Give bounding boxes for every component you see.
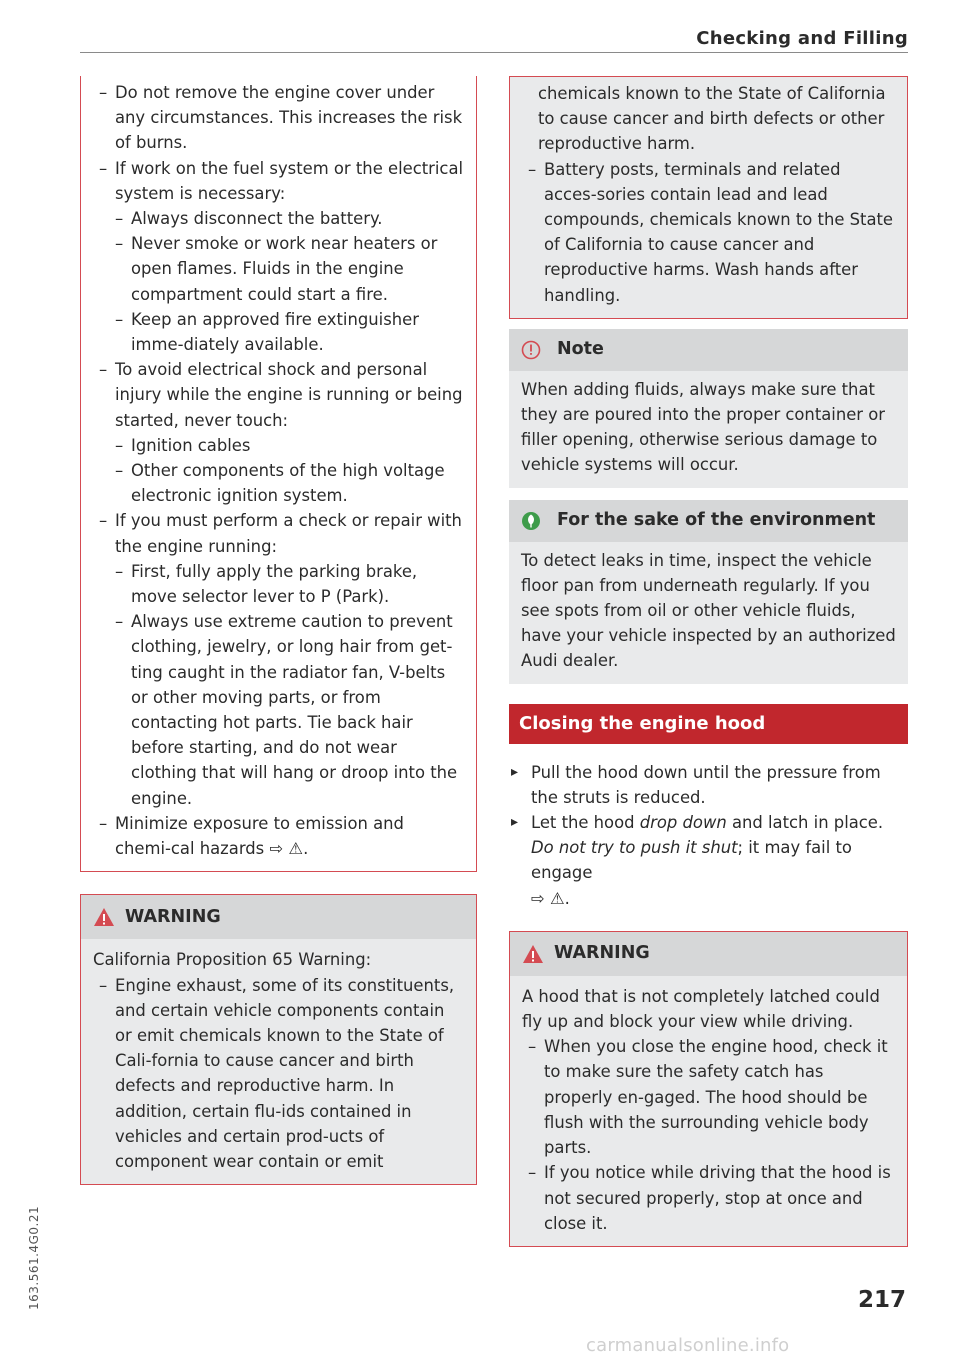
warning-triangle-icon bbox=[93, 907, 115, 927]
list-item bbox=[93, 811, 464, 861]
procedure-step: ▸ Pull the hood down until the pressure from the struts is reduced. bbox=[509, 760, 908, 810]
info-exclamation-icon bbox=[521, 340, 541, 360]
environment-text: To detect leaks in time, inspect the vehicle floor pan from underneath regularly. If you see spots from oil or other vehicle fluids, have your vehicle inspected by an authorized Audi dealer. bbox=[521, 550, 896, 671]
list-item-text: Minimize exposure to emission and chemi-cal hazards bbox=[115, 813, 404, 859]
warning-title: WARNING bbox=[554, 943, 650, 964]
warning-reference-link[interactable]: ⇨ ⚠. bbox=[269, 839, 309, 859]
list-item: – Always disconnect the battery. bbox=[93, 206, 464, 231]
procedure-steps bbox=[509, 760, 908, 911]
list-item: – When you close the engine hood, check it to make sure the safety catch has properly en-gaged. The hood should be flush with the surrounding vehicle body parts. bbox=[522, 1034, 895, 1160]
list-item: – Battery posts, terminals and related acces-sories contain lead and lead compounds, chemicals known to the State of California to cause cancer and reproductive harms. Wash hands after handling. bbox=[522, 157, 895, 308]
list-item: – If you notice while driving that the hood is not secured properly, stop at once and close it. bbox=[522, 1160, 895, 1236]
warning-triangle-icon bbox=[522, 944, 544, 964]
environment-header bbox=[509, 500, 908, 542]
list-item: – Engine exhaust, some of its constituents, and certain vehicle components contain or emit chemicals known to the State of Cali-fornia to cause cancer and birth defects and reproductive harm. In addition, certain flu-ids contained in vehicles and certain prod-ucts of component wear contain or emit bbox=[93, 973, 464, 1175]
warning-title: WARNING bbox=[125, 906, 221, 927]
left-column bbox=[80, 76, 477, 1185]
list-item: – Never smoke or work near heaters or open flames. Fluids in the engine compartment could start a fire. bbox=[93, 231, 464, 307]
document-code: 163.561.4G0.21 bbox=[27, 1205, 41, 1310]
procedure-step bbox=[509, 810, 908, 911]
step-text: and latch in place. bbox=[726, 813, 884, 833]
warning-continuation-box bbox=[80, 76, 477, 872]
warning-body bbox=[81, 939, 476, 1184]
warning-header bbox=[510, 932, 907, 976]
list-item: – If you must perform a check or repair with the engine running: bbox=[93, 508, 464, 558]
header-title: Checking and Filling bbox=[696, 28, 908, 49]
warning-intro: A hood that is not completely latched could fly up and block your view while driving. bbox=[522, 986, 880, 1032]
step-emphasis: Do not try to push it shut bbox=[531, 838, 738, 858]
environment-leaf-icon bbox=[521, 511, 541, 531]
warning-box-prop65 bbox=[80, 894, 477, 1185]
note-title: Note bbox=[557, 339, 604, 360]
step-text: Let the hood bbox=[531, 813, 640, 833]
note-header bbox=[509, 329, 908, 371]
step-emphasis: drop down bbox=[639, 813, 727, 833]
warning-body bbox=[510, 976, 907, 1246]
list-item: – Do not remove the engine cover under any circumstances. This increases the risk of burns. bbox=[93, 80, 464, 156]
note-body bbox=[509, 371, 908, 488]
environment-body bbox=[509, 542, 908, 684]
list-item: – If work on the fuel system or the electrical system is necessary: bbox=[93, 156, 464, 206]
warning-continuation-box bbox=[509, 76, 908, 319]
warning-box-hood bbox=[509, 931, 908, 1247]
warning-intro: California Proposition 65 Warning: bbox=[93, 950, 372, 970]
right-column bbox=[509, 76, 908, 1247]
list-item: – Keep an approved fire extinguisher imme-diately available. bbox=[93, 307, 464, 357]
step-text: ; it may fail to engage bbox=[531, 838, 852, 883]
warning-continued-text: chemicals known to the State of California to cause cancer and birth defects or other reproductive harm. bbox=[538, 84, 886, 154]
list-item: – First, fully apply the parking brake, move selector lever to P (Park). bbox=[93, 559, 464, 609]
page-header bbox=[80, 22, 908, 53]
environment-title: For the sake of the environment bbox=[557, 510, 876, 531]
warning-reference-link[interactable]: ⇨ ⚠. bbox=[531, 888, 570, 908]
precaution-list bbox=[93, 80, 464, 861]
page-number: 217 bbox=[858, 1287, 907, 1313]
environment-box bbox=[509, 500, 908, 684]
list-item: – Ignition cables bbox=[93, 433, 464, 458]
note-box bbox=[509, 329, 908, 488]
list-item: – To avoid electrical shock and personal injury while the engine is running or being started, never touch: bbox=[93, 357, 464, 433]
note-text: When adding fluids, always make sure that they are poured into the proper container or filler opening, otherwise serious damage to vehicle systems will occur. bbox=[521, 379, 886, 475]
warning-header bbox=[81, 895, 476, 939]
section-heading bbox=[509, 704, 908, 744]
list-item: – Other components of the high voltage electronic ignition system. bbox=[93, 458, 464, 508]
section-title: Closing the engine hood bbox=[519, 713, 766, 735]
list-item: – Always use extreme caution to prevent clothing, jewelry, or long hair from get-ting caught in the radiator fan, V-belts or other moving parts, or from contacting hot parts. Tie back hair before starting, and do not wear clothing that will hang or droop into the engine. bbox=[93, 609, 464, 811]
watermark: carmanualsonline.info bbox=[586, 1335, 790, 1356]
warning-body bbox=[510, 77, 907, 318]
